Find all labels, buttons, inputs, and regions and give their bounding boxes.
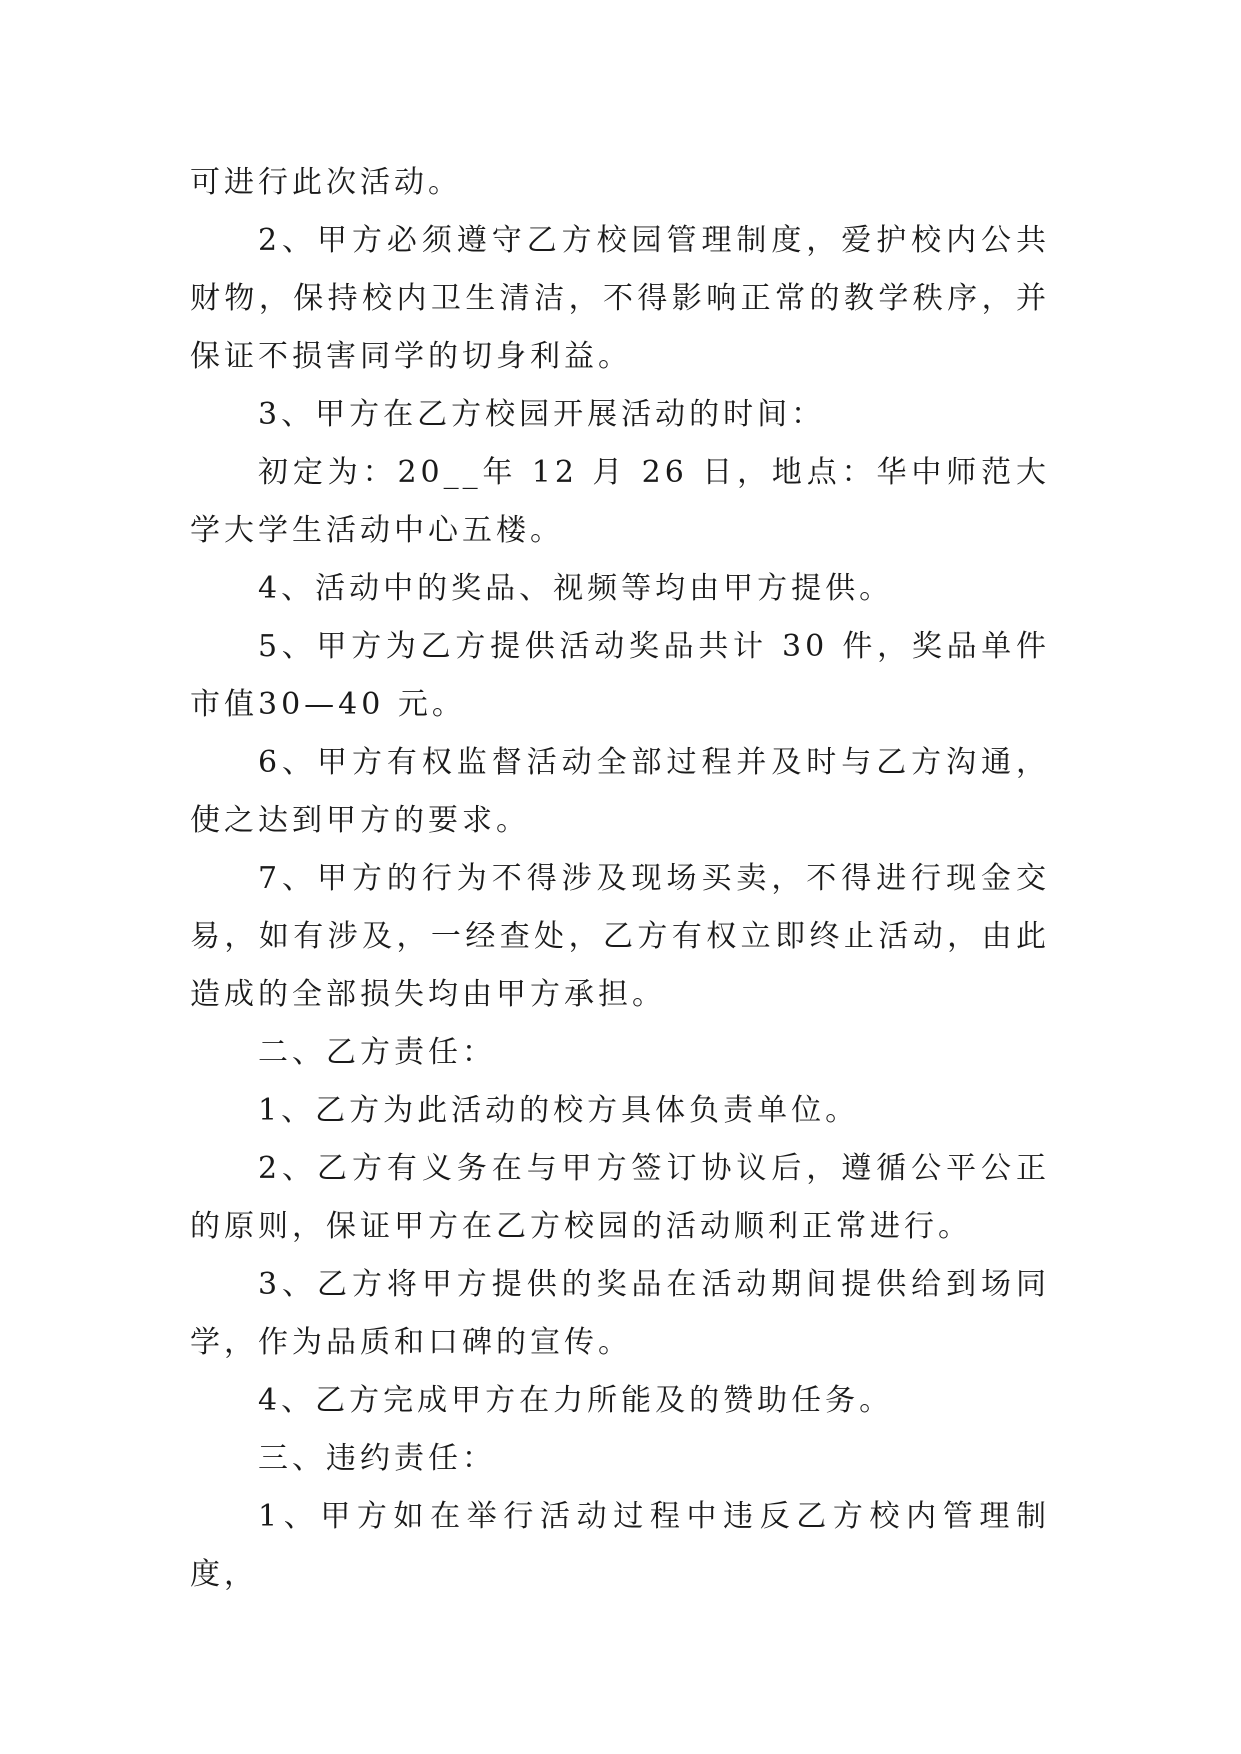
paragraph-party-b-3: 3、乙方将甲方提供的奖品在活动期间提供给到场同学，作为品质和口碑的宣传。: [190, 1267, 1050, 1360]
document-body: [190, 154, 1050, 1604]
section-heading-breach: 三、违约责任：: [258, 1441, 496, 1476]
section-heading-party-b: 二、乙方责任：: [258, 1035, 496, 1070]
paragraph-breach-1: 1、甲方如在举行活动过程中违反乙方校内管理制度，: [190, 1499, 1050, 1592]
paragraph-schedule: 初定为：20__年 12 月 26 日，地点：华中师范大学大学生活动中心五楼。: [190, 455, 1050, 548]
paragraph-clause-6: 6、甲方有权监督活动全部过程并及时与乙方沟通，使之达到甲方的要求。: [190, 745, 1050, 838]
paragraph-party-b-4: 4、乙方完成甲方在力所能及的赞助任务。: [258, 1383, 894, 1418]
paragraph-party-b-2: 2、乙方有义务在与甲方签订协议后，遵循公平公正的原则，保证甲方在乙方校园的活动顺利正常进行。: [190, 1151, 1050, 1244]
paragraph-continuation: 可进行此次活动。: [190, 165, 462, 200]
paragraph-clause-4: 4、活动中的奖品、视频等均由甲方提供。: [258, 571, 894, 606]
paragraph-party-b-1: 1、乙方为此活动的校方具体负责单位。: [258, 1093, 860, 1128]
paragraph-clause-7: 7、甲方的行为不得涉及现场买卖，不得进行现金交易，如有涉及，一经查处，乙方有权立即终止活动，由此造成的全部损失均由甲方承担。: [190, 861, 1050, 1012]
paragraph-clause-3: 3、甲方在乙方校园开展活动的时间：: [258, 397, 826, 432]
paragraph-clause-5: 5、甲方为乙方提供活动奖品共计 30 件，奖品单件市值30—40 元。: [190, 629, 1050, 722]
paragraph-clause-2: 2、甲方必须遵守乙方校园管理制度，爱护校内公共财物，保持校内卫生清洁，不得影响正常的教学秩序，并保证不损害同学的切身利益。: [190, 223, 1050, 374]
